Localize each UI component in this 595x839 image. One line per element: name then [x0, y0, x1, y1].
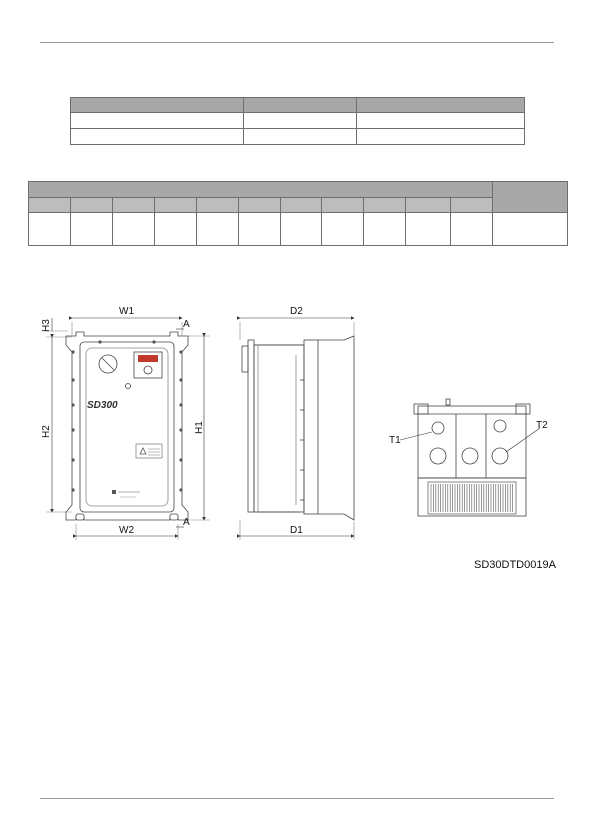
dim-label-a-bottom: A — [183, 517, 190, 528]
table-cell — [451, 213, 493, 246]
dim-label-w2: W2 — [119, 525, 134, 536]
table-cell — [238, 213, 280, 246]
table-header-cell — [154, 198, 196, 213]
dim-label-d2: D2 — [290, 306, 303, 317]
table-cell — [357, 129, 525, 145]
table-cell — [357, 113, 525, 129]
table-header-cell — [70, 198, 112, 213]
table-cell — [244, 113, 357, 129]
dim-label-h2: H2 — [41, 425, 52, 438]
table-cell — [406, 213, 451, 246]
side-dimensions — [240, 318, 354, 540]
table-header-cell — [71, 98, 244, 113]
table-cell — [71, 129, 244, 145]
dim-label-d1: D1 — [290, 525, 303, 536]
table-cell — [154, 213, 196, 246]
table-header-cell — [451, 198, 493, 213]
table-cell — [196, 213, 238, 246]
spec-table-1 — [70, 97, 525, 145]
table-header-cell — [406, 198, 451, 213]
footer-rule — [40, 798, 554, 799]
table-header-cell — [280, 198, 322, 213]
header-rule — [40, 42, 554, 43]
dim-label-h1: H1 — [194, 421, 205, 434]
table-row — [29, 213, 568, 246]
table-header-row — [71, 98, 525, 113]
table-header-cell — [29, 198, 71, 213]
table-row — [71, 129, 525, 145]
dimension-drawing — [0, 290, 595, 550]
table-cell — [364, 213, 406, 246]
product-logo: SD300 — [87, 400, 118, 411]
dim-label-h3: H3 — [41, 319, 52, 332]
table-cell — [322, 213, 364, 246]
table-subheader-row — [29, 198, 568, 213]
warning-label-icon — [136, 444, 162, 458]
table-cell — [29, 213, 71, 246]
table-header-cell — [357, 98, 525, 113]
table-header-cell — [493, 182, 568, 213]
table-cell — [70, 213, 112, 246]
label-t2: T2 — [536, 420, 548, 431]
table-cell — [71, 113, 244, 129]
dim-label-w1: W1 — [119, 306, 134, 317]
table-header-cell — [29, 182, 493, 198]
table-cell — [280, 213, 322, 246]
front-view — [66, 332, 188, 520]
table-header-cell — [322, 198, 364, 213]
table-header-cell — [196, 198, 238, 213]
figure-code: SD30DTD0019A — [474, 559, 556, 571]
side-view — [242, 336, 354, 520]
table-cell — [112, 213, 154, 246]
label-t1: T1 — [389, 435, 401, 446]
table-header-cell — [238, 198, 280, 213]
table-header-cell — [112, 198, 154, 213]
table-header-cell — [364, 198, 406, 213]
table-cell — [493, 213, 568, 246]
table-header-row — [29, 182, 568, 198]
heatsink-fins — [431, 484, 513, 512]
dim-label-a-top: A — [183, 319, 190, 330]
dimension-table — [28, 181, 568, 246]
table-cell — [244, 129, 357, 145]
table-header-cell — [244, 98, 357, 113]
table-row — [71, 113, 525, 129]
